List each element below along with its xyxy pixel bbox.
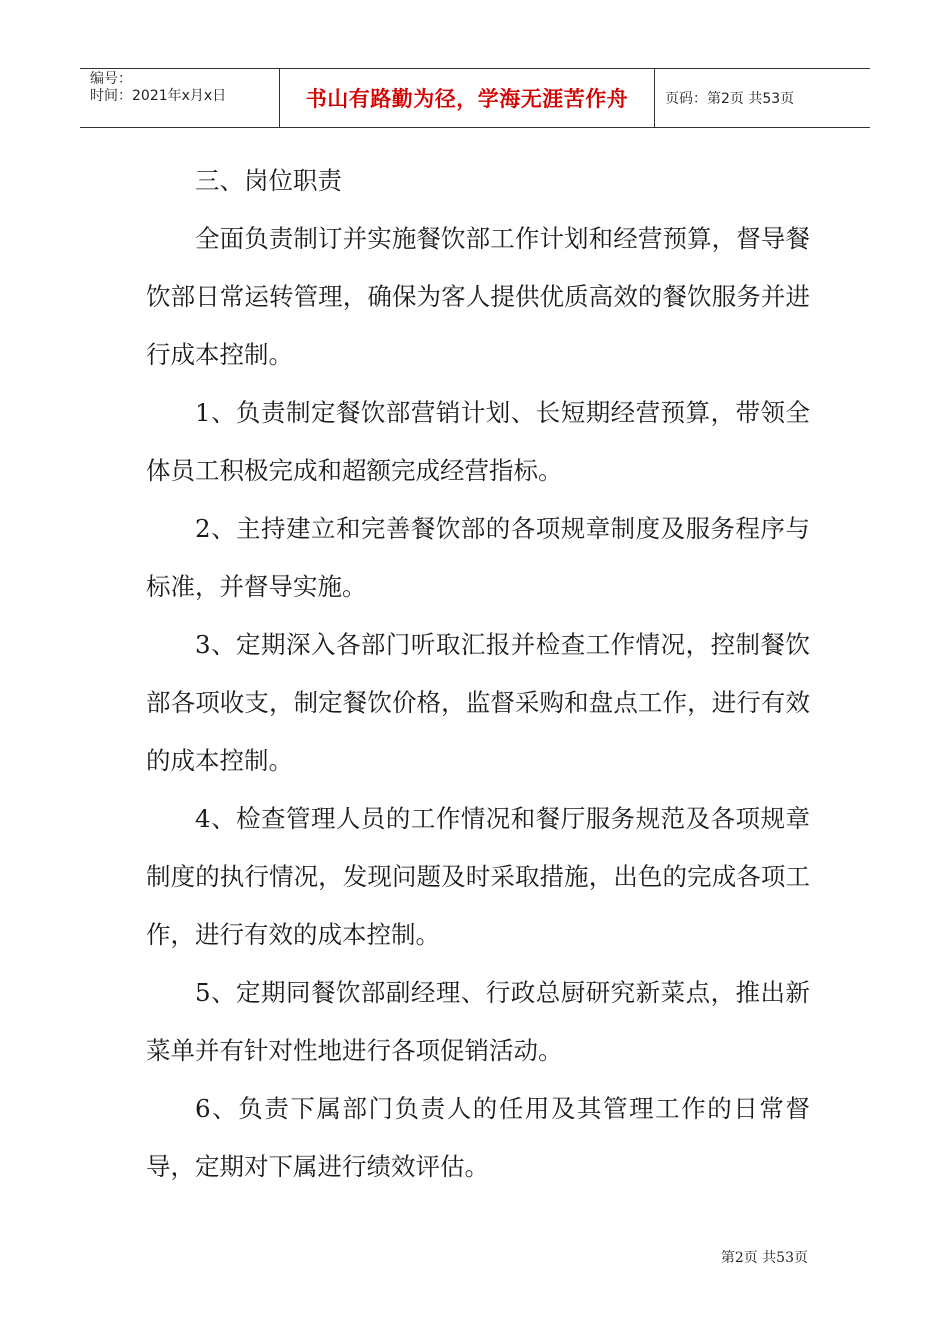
header-motto: 书山有路勤为径，学海无涯苦作舟 — [280, 69, 655, 127]
document-body — [146, 152, 810, 1196]
paragraph: 3、定期深入各部门听取汇报并检查工作情况，控制餐饮部各项收支，制定餐饮价格，监督采购和盘点工作，进行有效的成本控制。 — [146, 630, 810, 775]
paragraph: 5、定期同餐饮部副经理、行政总厨研究新菜点，推出新菜单并有针对性地进行各项促销活动。 — [146, 978, 810, 1065]
section-heading: 三、岗位职责 — [195, 166, 342, 195]
document-number-label: 编号： — [90, 71, 132, 87]
paragraph: 1、负责制定餐饮部营销计划、长短期经营预算，带领全体员工积极完成和超额完成经营指标。 — [146, 398, 810, 485]
paragraph: 2、主持建立和完善餐饮部的各项规章制度及服务程序与标准，并督导实施。 — [146, 514, 810, 601]
header-page-info: 页码：第2页 共53页 — [665, 91, 795, 107]
page-footer: 第2页 共53页 — [720, 1250, 808, 1266]
document-date: 时间：2021年x月x日 — [90, 88, 227, 104]
paragraph: 6、负责下属部门负责人的任用及其管理工作的日常督导，定期对下属进行绩效评估。 — [146, 1094, 810, 1181]
header-meta — [80, 69, 280, 127]
paragraph: 4、检查管理人员的工作情况和餐厅服务规范及各项规章制度的执行情况，发现问题及时采取措施，出色的完成各项工作，进行有效的成本控制。 — [146, 804, 810, 949]
page-header — [80, 68, 870, 128]
paragraph: 全面负责制订并实施餐饮部工作计划和经营预算，督导餐饮部日常运转管理，确保为客人提供优质高效的餐饮服务并进行成本控制。 — [146, 224, 810, 369]
